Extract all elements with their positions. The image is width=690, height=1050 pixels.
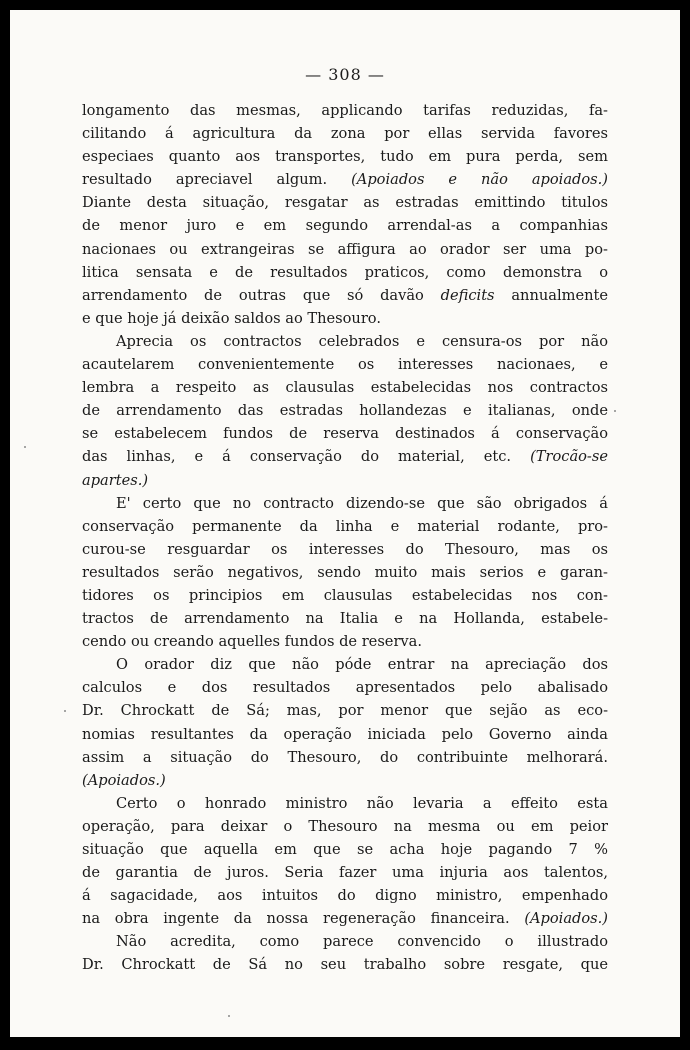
- line-text: tractos de arrendamento na Italia e na Hollanda, estabele-: [82, 610, 608, 628]
- line-text: curou-se resguardar os interesses do Thesouro, mas os: [82, 540, 608, 558]
- print-speck: [24, 446, 26, 448]
- line-text: acautelarem convenientemente os interesses nacionaes, e: [82, 356, 608, 374]
- text-line: [82, 930, 608, 953]
- text-line: [82, 769, 608, 792]
- line-text: na obra ingente da nossa regeneração financeira.: [82, 910, 525, 928]
- line-italic: deficits: [440, 286, 495, 304]
- line-text: das linhas, e á conservação do material, etc.: [82, 448, 531, 466]
- text-line: [82, 953, 608, 976]
- text-line: [82, 284, 608, 307]
- line-text: nomias resultantes da operação iniciada pelo Governo ainda: [82, 725, 608, 743]
- line-text: nacionaes ou extrangeiras se affigura ao orador ser uma po-: [82, 240, 608, 258]
- line-italic: (Apoiados.): [82, 771, 166, 789]
- text-line: [82, 515, 608, 538]
- text-line: [82, 238, 608, 261]
- text-line: [82, 168, 608, 191]
- line-italic: (Apoiados e não apoiados.): [351, 171, 608, 189]
- page-number: — 308 —: [305, 65, 385, 84]
- line-text: lembra a respeito as clausulas estabelecidas nos contractos: [82, 379, 608, 397]
- line-text: E' certo que no contracto dizendo-se que são obrigados á: [116, 494, 608, 512]
- text-line: [82, 746, 608, 769]
- line-text: Dr. Chrockatt de Sá no seu trabalho sobre resgate, que: [82, 956, 608, 974]
- text-line: [82, 445, 608, 468]
- line-text: especiaes quanto aos transportes, tudo em pura perda, sem: [82, 148, 608, 166]
- line-text: se estabelecem fundos de reserva destinados á conservação: [82, 425, 608, 443]
- line-italic: (Apoiados.): [524, 910, 608, 928]
- text-line: [82, 838, 608, 861]
- line-text: á sagacidade, aos intuitos do digno ministro, empenhado: [82, 887, 608, 905]
- text-line: [82, 191, 608, 214]
- line-text: O orador diz que não póde entrar na apreciação dos: [116, 656, 608, 674]
- text-line: [82, 861, 608, 884]
- text-line: [82, 676, 608, 699]
- text-line: [82, 607, 608, 630]
- line-text: situação que aquella em que se acha hoje pagando 7 %: [82, 841, 608, 858]
- line-text: de menor juro e em segundo arrendal-as a companhias: [82, 217, 608, 235]
- text-line: [82, 469, 608, 492]
- text-line: [82, 907, 608, 930]
- text-line: [82, 630, 608, 653]
- line-text: e que hoje já deixão saldos ao Thesouro.: [82, 309, 381, 327]
- line-text: arrendamento de outras que só davão: [82, 286, 441, 304]
- line-text: de garantia de juros. Seria fazer uma injuria aos talentos,: [82, 864, 608, 882]
- text-line: [82, 884, 608, 907]
- line-text: resultados serão negativos, sendo muito mais serios e garan-: [82, 563, 608, 581]
- text-line: [82, 353, 608, 376]
- text-line: [82, 792, 608, 815]
- text-line: [82, 122, 608, 145]
- text-line: [82, 723, 608, 746]
- line-text: Aprecia os contractos celebrados e censura-os por não: [116, 332, 608, 350]
- text-line: [82, 376, 608, 399]
- line-text: calculos e dos resultados apresentados pelo abalisado: [82, 679, 608, 697]
- text-line: [82, 653, 608, 676]
- line-text: litica sensata e de resultados praticos, como demonstra o: [82, 263, 608, 281]
- text-line: [82, 492, 608, 515]
- text-line: [82, 145, 608, 168]
- print-speck: [64, 710, 66, 712]
- body-text: [82, 99, 608, 977]
- text-line: [82, 538, 608, 561]
- text-line: [82, 307, 608, 330]
- text-line: [82, 422, 608, 445]
- line-text: Dr. Chrockatt de Sá; mas, por menor que sejão as eco-: [82, 702, 608, 720]
- print-speck: [228, 1015, 230, 1017]
- text-line: [82, 214, 608, 237]
- line-italic: (Trocão-se: [530, 448, 608, 466]
- line-text: Não acredita, como parece convencido o illustrado: [116, 933, 608, 951]
- line-text: Diante desta situação, resgatar as estradas emittindo titulos: [82, 194, 608, 212]
- scanned-page: [10, 10, 680, 1037]
- text-line: [82, 584, 608, 607]
- text-line: [82, 399, 608, 422]
- line-italic: apartes.): [82, 471, 149, 489]
- line-text: longamento das mesmas, applicando tarifas reduzidas, fa-: [82, 102, 608, 119]
- line-text: Certo o honrado ministro não levaria a effeito esta: [116, 794, 608, 812]
- text-line: [82, 99, 608, 122]
- text-line: [82, 561, 608, 584]
- line-text: assim a situação do Thesouro, do contribuinte melhorará.: [82, 748, 608, 766]
- text-line: [82, 815, 608, 838]
- line-text: operação, para deixar o Thesouro na mesma ou em peior: [82, 817, 608, 835]
- print-speck: [614, 410, 616, 412]
- text-line: [82, 330, 608, 353]
- line-text: resultado apreciavel algum.: [82, 171, 352, 189]
- line-text: cilitando á agricultura da zona por ellas servida favores: [82, 125, 608, 143]
- line-text: tidores os principios em clausulas estabelecidas nos con-: [82, 586, 608, 604]
- line-text: cendo ou creando aquelles fundos de reserva.: [82, 633, 423, 651]
- text-line: [82, 699, 608, 722]
- line-text: de arrendamento das estradas hollandezas e italianas, onde: [82, 402, 608, 420]
- line-text-after: annualmente: [494, 286, 608, 304]
- text-line: [82, 261, 608, 284]
- line-text: conservação permanente da linha e material rodante, pro-: [82, 517, 608, 535]
